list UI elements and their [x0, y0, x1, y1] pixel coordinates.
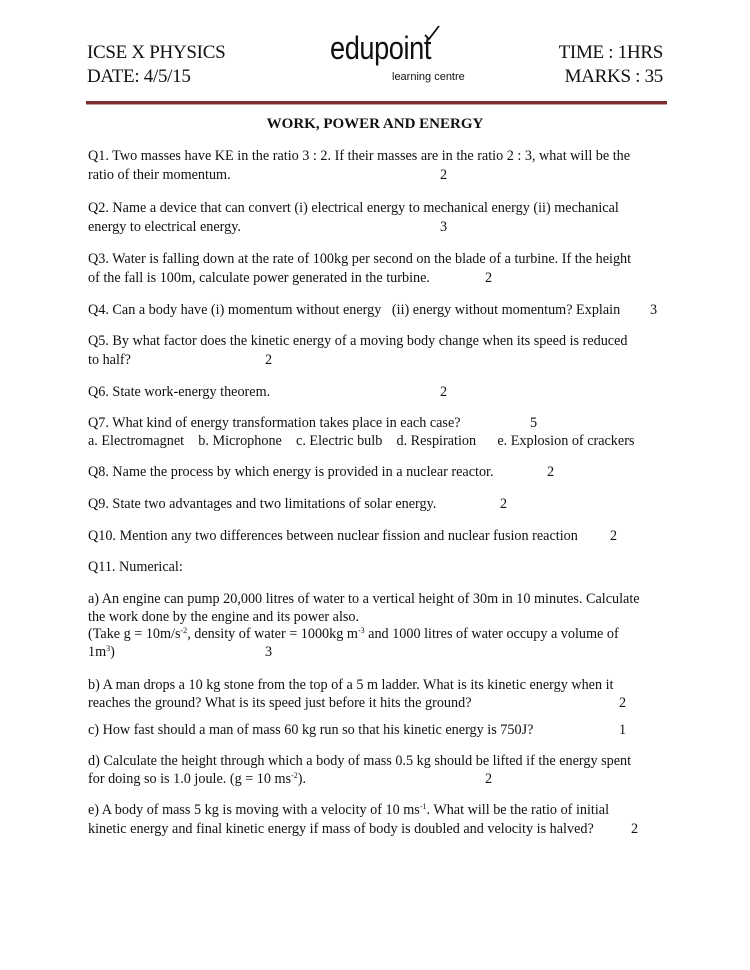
time-label: TIME : 1HRS: [558, 42, 663, 63]
superscript: -3: [357, 626, 365, 635]
superscript: -1: [419, 802, 427, 811]
text: e) A body of mass 5 kg is moving with a velocity of 10 ms: [88, 802, 420, 818]
header-divider: [86, 101, 667, 105]
q10-line1: Q10. Mention any two differences between nuclear fission and nuclear fusion reaction: [88, 528, 578, 544]
q4-marks: 3: [650, 302, 658, 318]
subject-label: ICSE X PHYSICS: [87, 42, 226, 63]
q9-marks: 2: [500, 496, 508, 512]
date-label: DATE: 4/5/15: [87, 66, 191, 87]
num-e-marks: 2: [631, 821, 639, 837]
text: ): [110, 644, 115, 660]
q8-marks: 2: [547, 464, 555, 480]
text: and 1000 litres of water occupy a volume of: [364, 626, 619, 642]
q5-line1: Q5. By what factor does the kinetic energy of a moving body change when its speed is reduced: [88, 333, 628, 349]
num-a-line3: [88, 625, 619, 643]
superscript: -2: [291, 771, 298, 780]
logo-subtitle: learning centre: [392, 71, 465, 83]
logo-word: edupoint: [330, 30, 431, 66]
num-e-line1: [88, 801, 609, 819]
q9-line1: Q9. State two advantages and two limitations of solar energy.: [88, 496, 437, 512]
q6-marks: 2: [440, 384, 448, 400]
num-a-line2: the work done by the engine and its power also.: [88, 609, 360, 625]
text: 1m: [88, 644, 107, 660]
edupoint-logo: [330, 30, 480, 88]
q3-line1: Q3. Water is falling down at the rate of 100kg per second on the blade of a turbine. If the height: [88, 251, 632, 267]
q1-line1: Q1. Two masses have KE in the ratio 3 : 2. If their masses are in the ratio 2 : 3, what will be the: [88, 148, 631, 164]
page-title: WORK, POWER AND ENERGY: [266, 116, 484, 132]
q8-line1: Q8. Name the process by which energy is provided in a nuclear reactor.: [88, 464, 494, 480]
superscript: 3: [106, 644, 111, 653]
num-d-marks: 2: [485, 771, 493, 787]
q5-marks: 2: [265, 352, 273, 368]
num-a-line4: [88, 643, 115, 661]
text: . What will be the ratio of initial: [426, 802, 610, 818]
num-b-line2: reaches the ground? What is its speed just before it hits the ground?: [88, 695, 472, 711]
q2-line1: Q2. Name a device that can convert (i) electrical energy to mechanical energy (ii) mechanical: [88, 200, 619, 216]
q1-marks: 2: [440, 167, 448, 183]
q7-options: a. Electromagnet b. Microphone c. Electric bulb d. Respiration e. Explosion of crackers: [88, 433, 635, 449]
q4-line1: Q4. Can a body have (i) momentum without energy (ii) energy without momentum? Explain: [88, 302, 621, 318]
q11-heading: Q11. Numerical:: [88, 559, 183, 575]
num-b-line1: b) A man drops a 10 kg stone from the top of a 5 m ladder. What is its kinetic energy when it: [88, 677, 614, 693]
q6-line1: Q6. State work-energy theorem.: [88, 384, 271, 400]
num-a-marks: 3: [265, 644, 273, 660]
q2-marks: 3: [440, 219, 448, 235]
q3-line2: of the fall is 100m, calculate power generated in the turbine.: [88, 270, 430, 286]
num-c-marks: 1: [619, 722, 627, 738]
marks-label: MARKS : 35: [564, 66, 663, 87]
text: , density of water = 1000kg m: [187, 626, 358, 642]
q7-line1: Q7. What kind of energy transformation takes place in each case?: [88, 415, 461, 431]
num-a-line1: a) An engine can pump 20,000 litres of water to a vertical height of 30m in 10 minutes. Calculate: [88, 591, 640, 607]
q7-marks: 5: [530, 415, 538, 431]
q1-line2: ratio of their momentum.: [88, 167, 231, 183]
num-d-line2: [88, 770, 306, 788]
checkmark-icon: [422, 24, 442, 44]
num-c-line1: c) How fast should a man of mass 60 kg run so that his kinetic energy is 750J?: [88, 722, 534, 738]
num-b-marks: 2: [619, 695, 627, 711]
q3-marks: 2: [485, 270, 493, 286]
text: for doing so is 1.0 joule. (g = 10 ms: [88, 771, 292, 787]
text: ).: [297, 771, 307, 787]
text: (Take g = 10m/s: [88, 626, 181, 642]
num-e-line2: kinetic energy and final kinetic energy if mass of body is doubled and velocity is halved?: [88, 821, 594, 837]
q10-marks: 2: [610, 528, 618, 544]
superscript: -2: [180, 626, 188, 635]
q2-line2: energy to electrical energy.: [88, 219, 241, 235]
q5-line2: to half?: [88, 352, 131, 368]
num-d-line1: d) Calculate the height through which a body of mass 0.5 kg should be lifted if the energy spent: [88, 753, 632, 769]
